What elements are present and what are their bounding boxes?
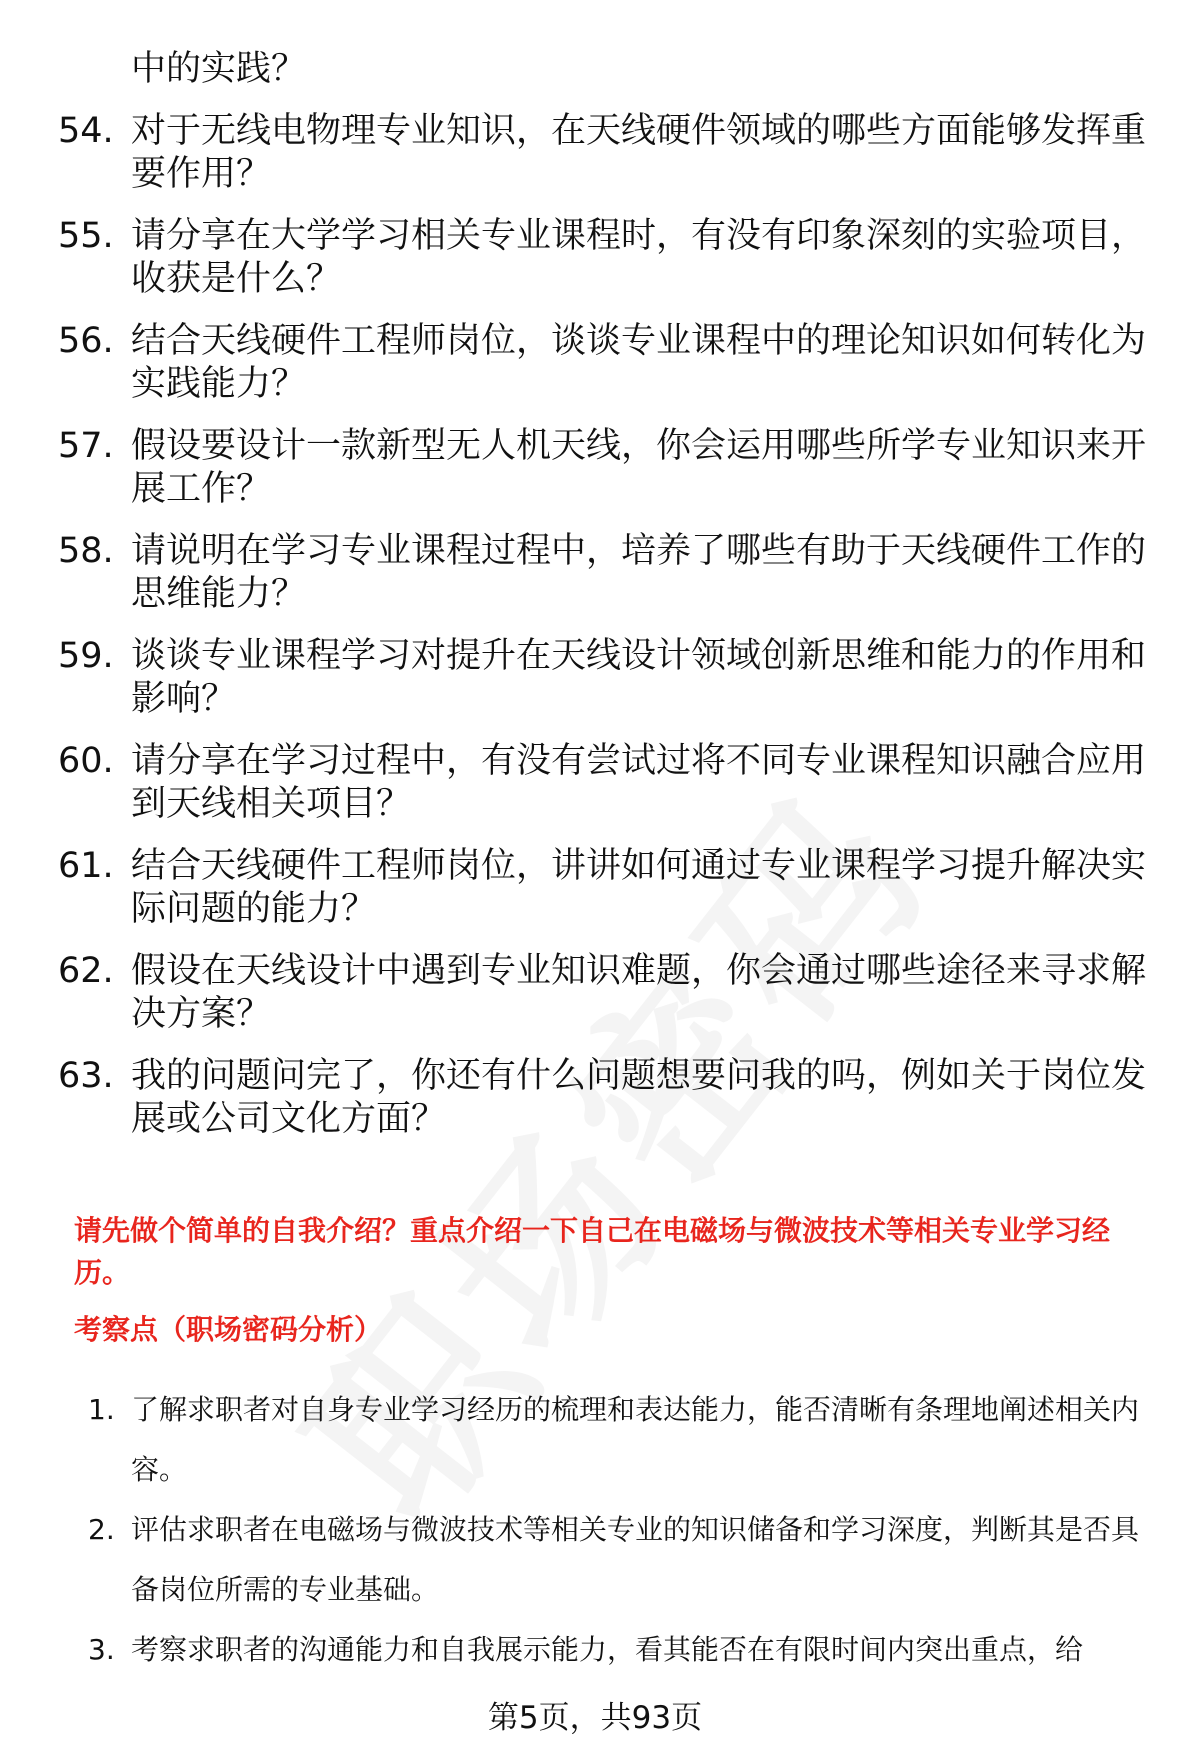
section-heading: 请先做个简单的自我介绍？重点介绍一下自己在电磁场与微波技术等相关专业学习经历。 [74,1214,1111,1289]
item-text: 结合天线硬件工程师岗位，谈谈专业课程中的理论知识如何转化为实践能力？ [131,321,1147,404]
list-item [0,740,1190,826]
list-item [0,1500,1190,1620]
continuation-text: 中的实践？ [131,49,307,89]
continuation-line [0,48,1190,91]
list-item [0,110,1190,196]
item-number: 55. [58,216,114,256]
list-item [0,215,1190,301]
section-subheading: 考察点（职场密码分析） [74,1313,383,1346]
item-text: 对于无线电物理专业知识，在天线硬件领域的哪些方面能够发挥重要作用？ [131,111,1147,194]
item-text: 评估求职者在电磁场与微波技术等相关专业的知识储备和学习深度，判断其是否具备岗位所需的专业基础。 [131,1513,1140,1606]
item-number: 59. [58,636,114,676]
item-number: 1. [88,1393,115,1426]
item-number: 58. [58,531,114,571]
item-text: 了解求职者对自身专业学习经历的梳理和表达能力，能否清晰有条理地阐述相关内容。 [131,1393,1140,1486]
item-text: 结合天线硬件工程师岗位，讲讲如何通过专业课程学习提升解决实际问题的能力？ [131,846,1147,929]
list-item [0,950,1190,1036]
item-text: 考察求职者的沟通能力和自我展示能力，看其能否在有限时间内突出重点，给 [131,1633,1084,1666]
page-footer: 第5页，共93页 [487,1700,703,1736]
list-item [0,1380,1190,1500]
item-text: 我的问题问完了，你还有什么问题想要问我的吗，例如关于岗位发展或公司文化方面？ [131,1056,1147,1139]
item-number: 60. [58,741,114,781]
item-number: 54. [58,111,114,151]
list-item [0,425,1190,511]
list-item [0,1620,1190,1680]
item-text: 请分享在大学学习相关专业课程时，有没有印象深刻的实验项目，收获是什么？ [131,216,1147,299]
item-text: 请分享在学习过程中，有没有尝试过将不同专业课程知识融合应用到天线相关项目？ [131,741,1147,824]
list-item [0,530,1190,616]
item-text: 请说明在学习专业课程过程中，培养了哪些有助于天线硬件工作的思维能力？ [131,531,1147,614]
list-item [0,845,1190,931]
item-number: 63. [58,1056,114,1096]
item-text: 假设要设计一款新型无人机天线，你会运用哪些所学专业知识来开展工作？ [131,426,1147,509]
list-item [0,635,1190,721]
item-text: 假设在天线设计中遇到专业知识难题，你会通过哪些途径来寻求解决方案？ [131,951,1147,1034]
item-number: 56. [58,321,114,361]
item-number: 2. [88,1513,115,1546]
item-number: 62. [58,951,114,991]
item-number: 3. [88,1633,115,1666]
item-number: 57. [58,426,114,466]
list-item [0,1055,1190,1141]
item-text: 谈谈专业课程学习对提升在天线设计领域创新思维和能力的作用和影响？ [131,636,1147,719]
list-item [0,320,1190,406]
question-list [0,48,1190,1160]
analysis-list [0,1380,1190,1680]
item-number: 61. [58,846,114,886]
